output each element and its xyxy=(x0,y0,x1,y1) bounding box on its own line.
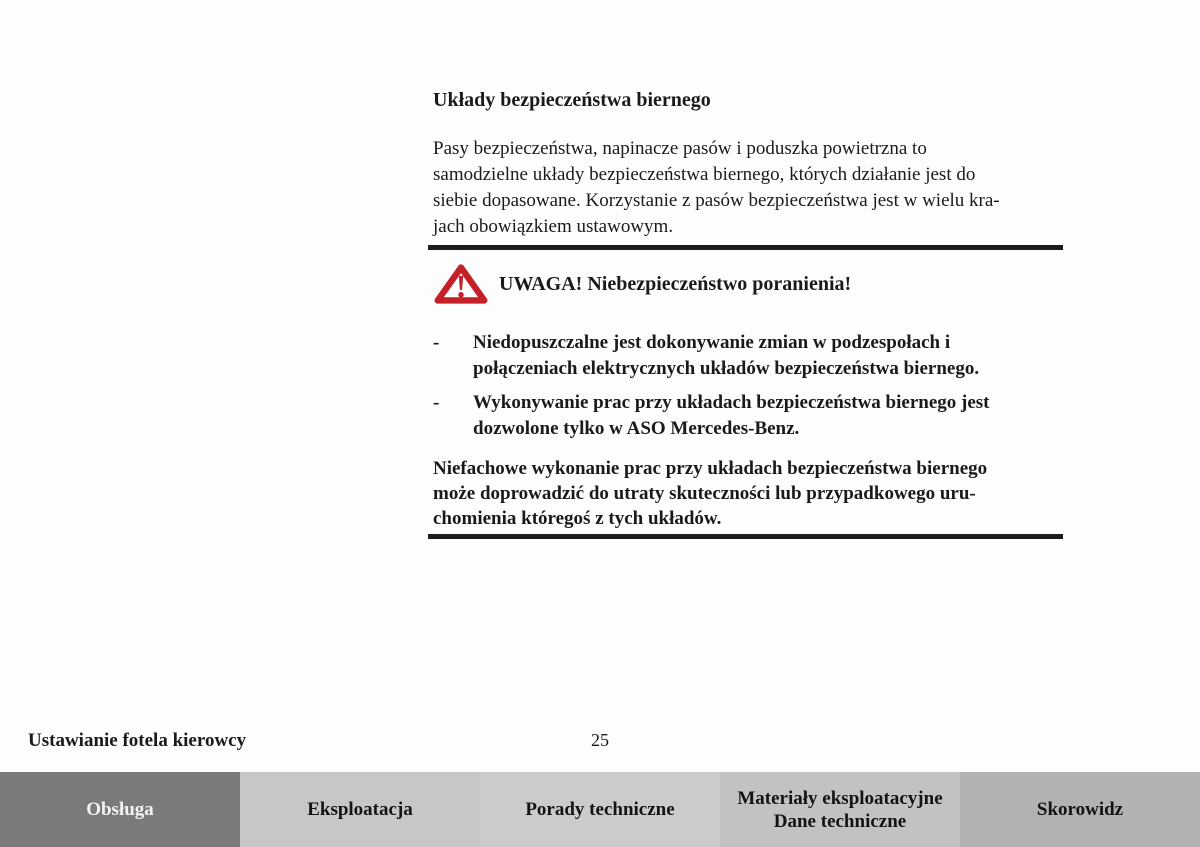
warning-header xyxy=(433,263,1065,305)
note-line: chomienia któregoś z tych układów. xyxy=(433,508,722,529)
tab-eksploatacja[interactable] xyxy=(240,772,480,847)
list-item-line: połączeniach elektrycznych układów bezpieczeństwa biernego. xyxy=(473,358,980,379)
tab-obsluga[interactable] xyxy=(0,772,240,847)
tab-label: Eksploatacja xyxy=(307,799,413,820)
tab-label-line2: Dane techniczne xyxy=(773,810,907,832)
warning-note xyxy=(433,456,1065,531)
footer-section-label: Ustawianie fotela kierowcy xyxy=(28,730,247,751)
list-item-line: Niedopuszczalne jest dokonywanie zmian w podzespołach i xyxy=(473,332,951,353)
warning-list xyxy=(433,330,1065,442)
tab-label: Skorowidz xyxy=(1036,799,1124,820)
note-line: Niefachowe wykonanie prac przy układach bezpieczeństwa biernego xyxy=(433,458,988,479)
page-number: 25 xyxy=(591,730,609,750)
document-content xyxy=(433,88,1065,539)
intro-line: jach obowiązkiem ustawowym. xyxy=(433,216,674,237)
list-item-line: dozwolone tylko w ASO Mercedes-Benz. xyxy=(473,418,800,439)
tab-skorowidz[interactable] xyxy=(960,772,1200,847)
tab-label: Materiały eksploatacyjne xyxy=(737,787,943,809)
intro-line: samodzielne układy bezpieczeństwa biernego, których działanie jest do xyxy=(433,164,976,185)
tab-materialy-dane-techniczne[interactable] xyxy=(720,772,960,847)
list-item xyxy=(433,330,1065,382)
intro-line: siebie dopasowane. Korzystanie z pasów bezpieczeństwa jest w wielu kra- xyxy=(433,190,1000,211)
page-title: Układy bezpieczeństwa biernego xyxy=(433,89,711,111)
tab-label: Porady techniczne xyxy=(525,799,675,820)
intro-line: Pasy bezpieczeństwa, napinacze pasów i poduszka powietrzna to xyxy=(433,138,927,159)
tab-porady-techniczne[interactable] xyxy=(480,772,720,847)
intro-paragraph xyxy=(433,136,1065,240)
list-item xyxy=(433,390,1065,442)
list-item-text xyxy=(473,330,979,382)
warning-triangle-icon xyxy=(433,263,489,305)
list-item-text xyxy=(473,390,990,442)
warning-box-bottom-rule xyxy=(428,534,1063,539)
warning-title: UWAGA! Niebezpieczeństwo poranienia! xyxy=(499,272,852,295)
list-item-marker: - xyxy=(433,392,440,413)
bottom-tab-bar xyxy=(0,772,1200,847)
tab-label: Obsługa xyxy=(86,799,154,820)
list-item-line: Wykonywanie prac przy układach bezpieczeństwa biernego jest xyxy=(473,392,990,413)
list-item-marker: - xyxy=(433,332,440,353)
warning-box-top-rule xyxy=(428,245,1063,250)
note-line: może doprowadzić do utraty skuteczności lub przypadkowego uru- xyxy=(433,483,976,504)
